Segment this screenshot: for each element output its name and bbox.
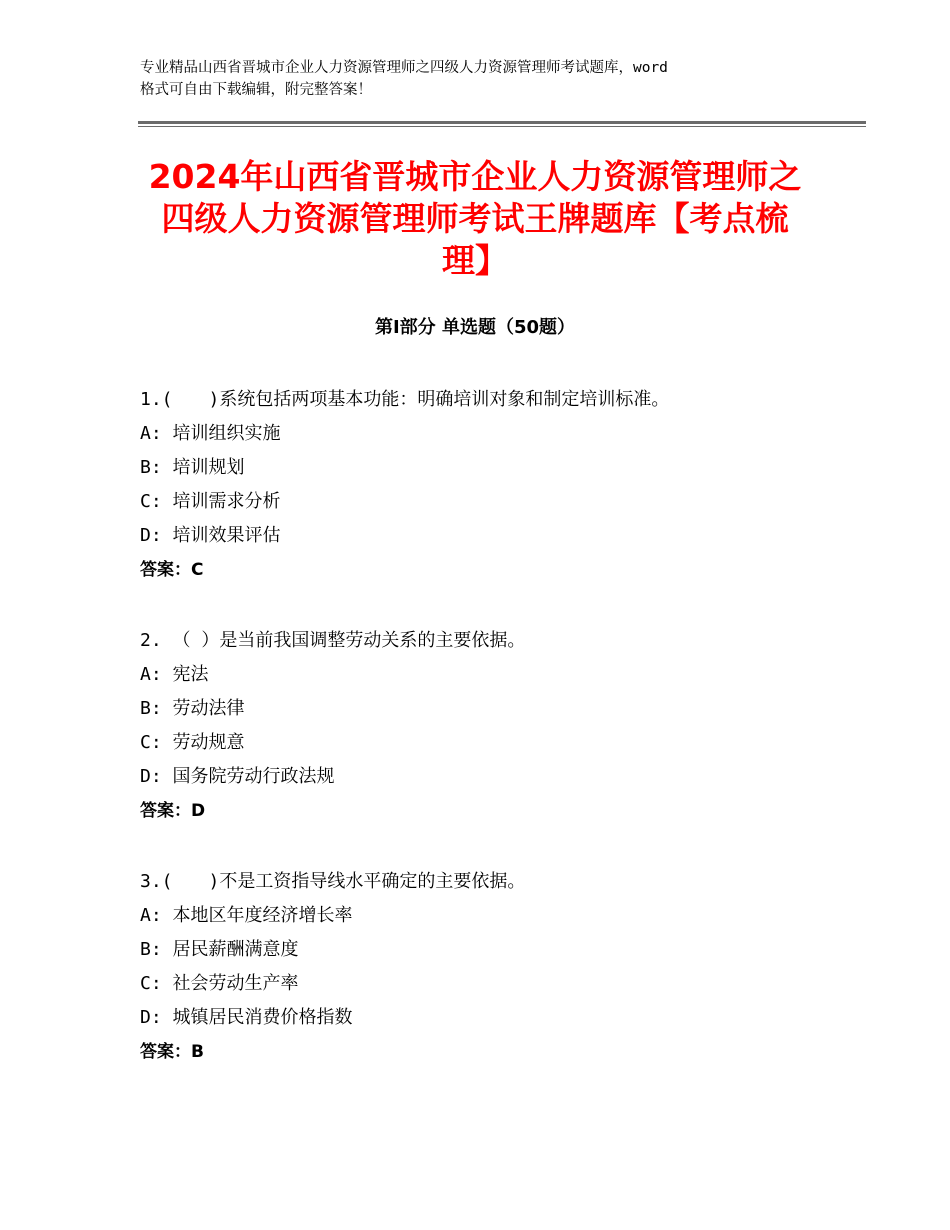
document-title-line-2: 四级人力资源管理师考试王牌题库【考点梳 [161,199,789,238]
answer: 答案：C [140,560,204,580]
question-stem: 2. （ ）是当前我国调整劳动关系的主要依据。 [140,630,526,651]
option-a: A: 培训组织实施 [140,423,281,444]
question-stem: 3.( )不是工资指导线水平确定的主要依据。 [140,871,526,892]
option-d: D: 国务院劳动行政法规 [140,766,335,787]
document-title-line-3: 理】 [442,241,508,280]
document-title [140,156,810,282]
option-d: D: 培训效果评估 [140,525,281,546]
option-c: C: 劳动规意 [140,732,245,753]
section-heading: 第Ⅰ部分 单选题（50题） [374,317,575,338]
header-note-line-2: 格式可自由下载编辑，附完整答案！ [140,82,372,98]
question-list [140,383,840,1106]
option-b: B: 居民薪酬满意度 [140,939,299,960]
question-stem: 1.( )系统包括两项基本功能：明确培训对象和制定培训标准。 [140,389,670,410]
question-3 [140,865,840,1069]
option-a: A: 本地区年度经济增长率 [140,905,353,926]
option-b: B: 培训规划 [140,457,245,478]
header-divider-thick [138,121,866,124]
option-c: C: 社会劳动生产率 [140,973,299,994]
option-d: D: 城镇居民消费价格指数 [140,1007,353,1028]
question-1 [140,383,840,587]
header-divider-thin [138,126,866,127]
header-note [140,57,840,101]
answer: 答案：D [140,801,206,821]
option-a: A: 宪法 [140,664,209,685]
header-note-line-1: 专业精品山西省晋城市企业人力资源管理师之四级人力资源管理师考试题库，word [140,60,668,76]
option-b: B: 劳动法律 [140,698,245,719]
option-c: C: 培训需求分析 [140,491,281,512]
answer: 答案：B [140,1042,204,1062]
document-title-line-1: 2024年山西省晋城市企业人力资源管理师之 [148,157,802,196]
question-2 [140,624,840,828]
